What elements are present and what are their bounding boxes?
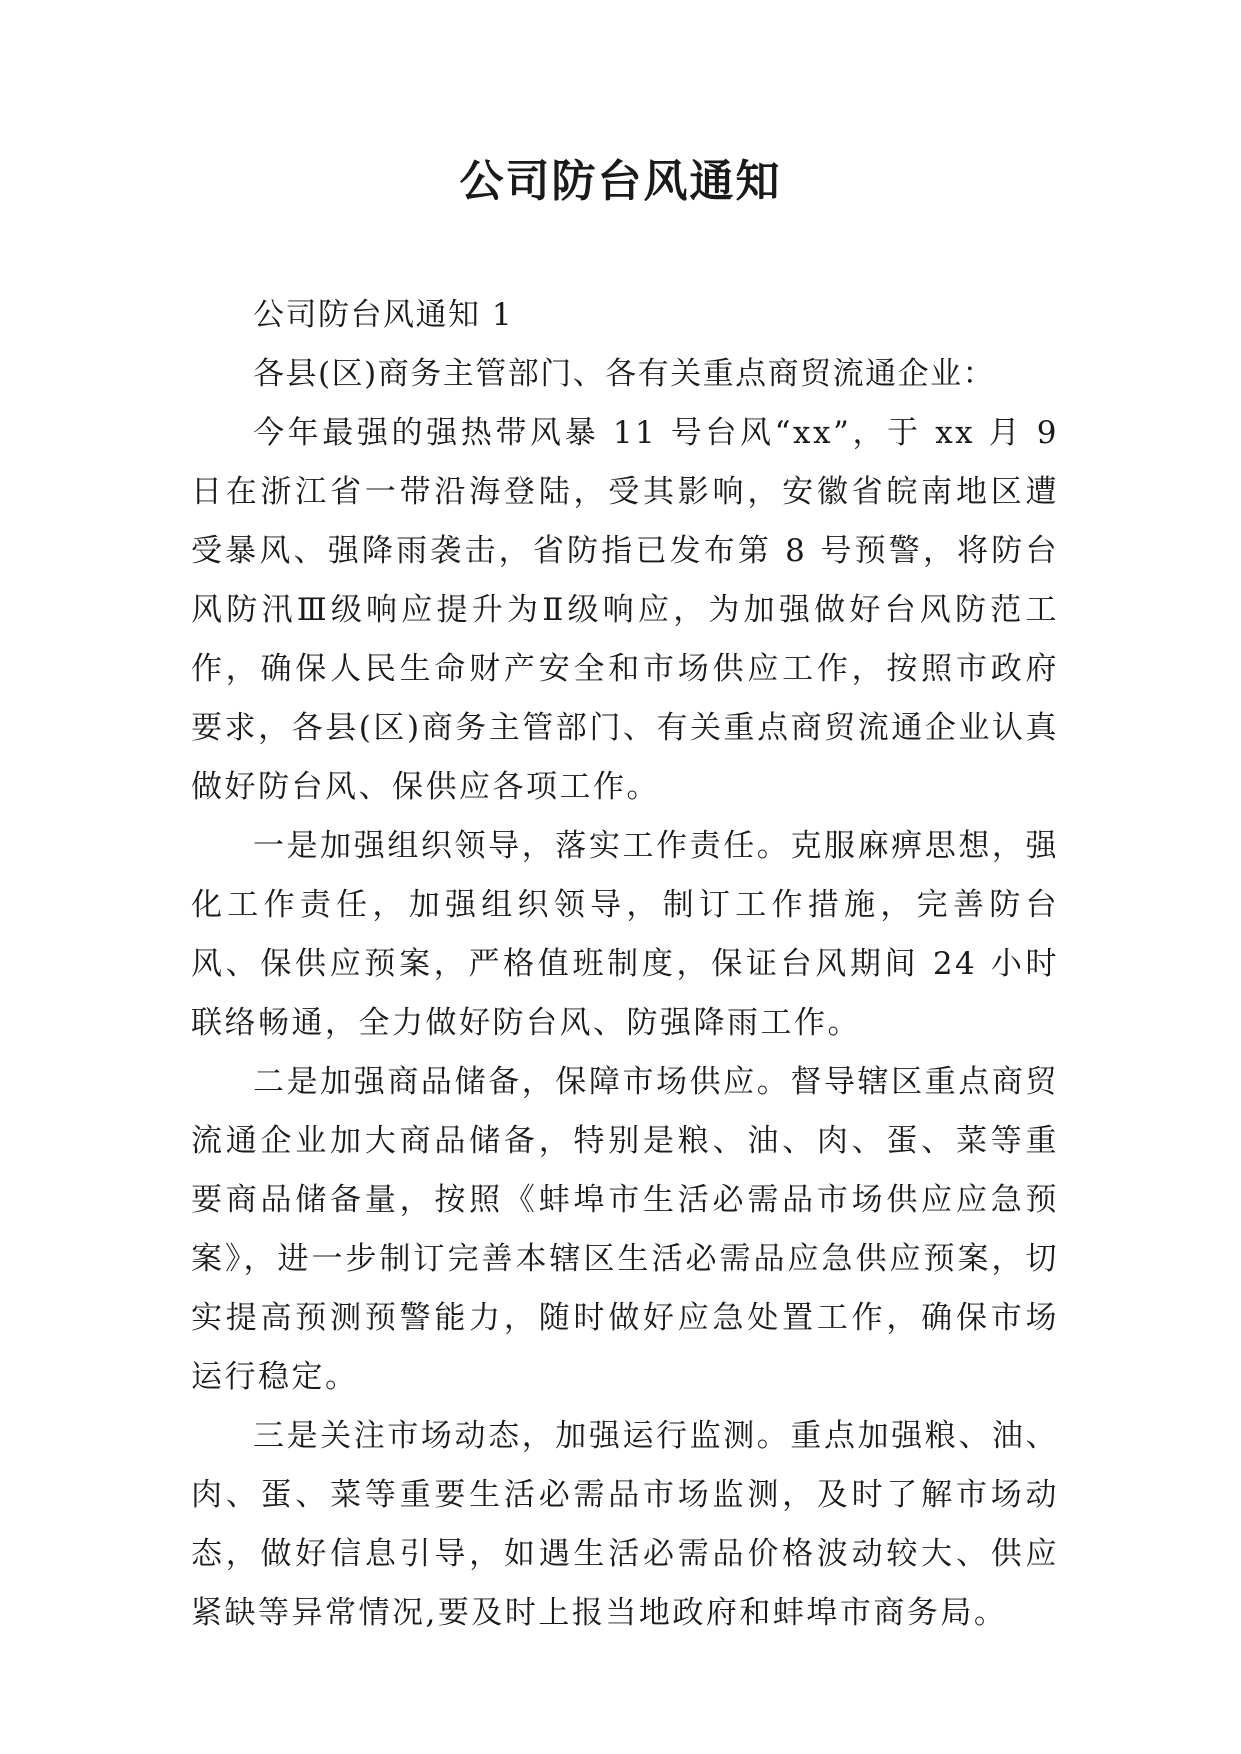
paragraph-point-one: 一是加强组织领导，落实工作责任。克服麻痹思想，强化工作责任，加强组织领导，制订工作措施，完善防台风、保供应预案，严格值班制度，保证台风期间 24 小时联络畅通，全力做好防台风、防强降雨工作。 — [191, 828, 1059, 1041]
paragraph-point-two: 二是加强商品储备，保障市场供应。督导辖区重点商贸流通企业加大商品储备，特别是粮、油、肉、蛋、菜等重要商品储备量，按照《蚌埠市生活必需品市场供应应急预案》，进一步制订完善本辖区生活必需品应急供应预案，切实提高预测预警能力，随时做好应急处置工作，确保市场运行稳定。 — [191, 1064, 1059, 1395]
document-title: 公司防台风通知 — [459, 156, 782, 207]
document-body — [191, 286, 1059, 1643]
salutation: 各县(区)商务主管部门、各有关重点商贸流通企业： — [253, 356, 996, 392]
paragraph-background: 今年最强的强热带风暴 11 号台风“xx”，于 xx 月 9 日在浙江省一带沿海登陆，受其影响，安徽省皖南地区遭受暴风、强降雨袭击，省防指已发布第 8 号预警，将防台风防汛Ⅲ级响应提升为Ⅱ级响应，为加强做好台风防范工作，确保人民生命财产安全和市场供应工作，按照市政府要求，各县(区)商务主管部门、有关重点商贸流通企业认真做好防台风、保供应各项工作。 — [191, 415, 1059, 805]
document-subtitle: 公司防台风通知 1 — [253, 297, 514, 333]
paragraph-point-three: 三是关注市场动态，加强运行监测。重点加强粮、油、肉、蛋、菜等重要生活必需品市场监测，及时了解市场动态，做好信息引导，如遇生活必需品价格波动较大、供应紧缺等异常情况,要及时上报当地政府和蚌埠市商务局。 — [191, 1418, 1059, 1631]
